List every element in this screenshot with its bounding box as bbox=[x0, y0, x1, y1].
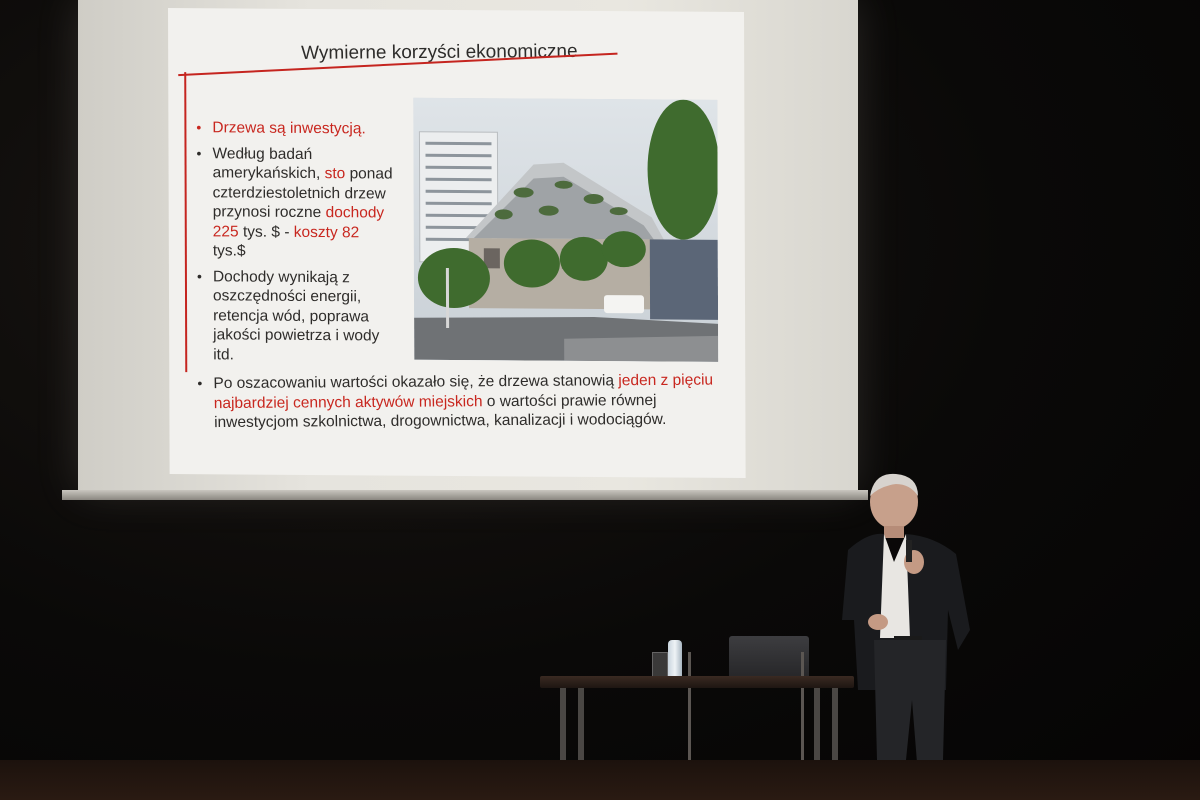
bullet-text: tys.$ bbox=[212, 242, 246, 260]
bullet-dot-icon: • bbox=[196, 144, 202, 161]
bullet-dot-icon: • bbox=[197, 375, 203, 392]
projected-slide bbox=[168, 8, 746, 478]
bullet-item bbox=[194, 118, 394, 139]
screen-bottom-rail bbox=[62, 490, 868, 500]
building-photo bbox=[413, 98, 718, 362]
highlighted-text: koszty 82 bbox=[293, 223, 360, 241]
bullet-text: Według badań amerykańskich, bbox=[212, 144, 325, 183]
bullet-text: o wartości prawie równej inwestycjom szkolnictwa, drogownictwa, kanalizacji i wodociągów. bbox=[213, 391, 667, 432]
bullet-item bbox=[194, 144, 394, 262]
slide-title: Wymierne korzyści ekonomiczne bbox=[300, 40, 578, 64]
bullet-item bbox=[195, 267, 395, 366]
left-accent-line bbox=[184, 72, 187, 372]
table-top bbox=[540, 676, 854, 688]
chair bbox=[688, 652, 804, 762]
building-photo-drawing bbox=[413, 98, 718, 362]
bullet-list bbox=[194, 118, 395, 371]
highlighted-text: sto bbox=[324, 165, 346, 183]
summary-bullet bbox=[195, 370, 744, 432]
bullet-text: tys. $ - bbox=[238, 222, 294, 241]
highlighted-text: dochody 225 bbox=[212, 204, 385, 240]
bullet-dot-icon: • bbox=[196, 119, 202, 136]
bullet-dot-icon: • bbox=[196, 267, 202, 284]
highlighted-text: Drzewa są inwestycją. bbox=[212, 119, 366, 138]
bullet-text: ponad czterdziestoletnich drzew przynosi roczne bbox=[212, 165, 393, 222]
highlighted-text: jeden z pięciu najbardziej cennych aktywów miejskich bbox=[213, 371, 714, 412]
speaker-figure bbox=[838, 470, 988, 800]
stage-floor bbox=[0, 760, 1200, 800]
bullet-text: Dochody wynikają z oszczędności energii, retencja wód, poprawa jakości powietrza i wody itd. bbox=[212, 267, 380, 363]
bullet-text: Po oszacowaniu wartości okazało się, że drzewa stanowią bbox=[213, 372, 619, 393]
